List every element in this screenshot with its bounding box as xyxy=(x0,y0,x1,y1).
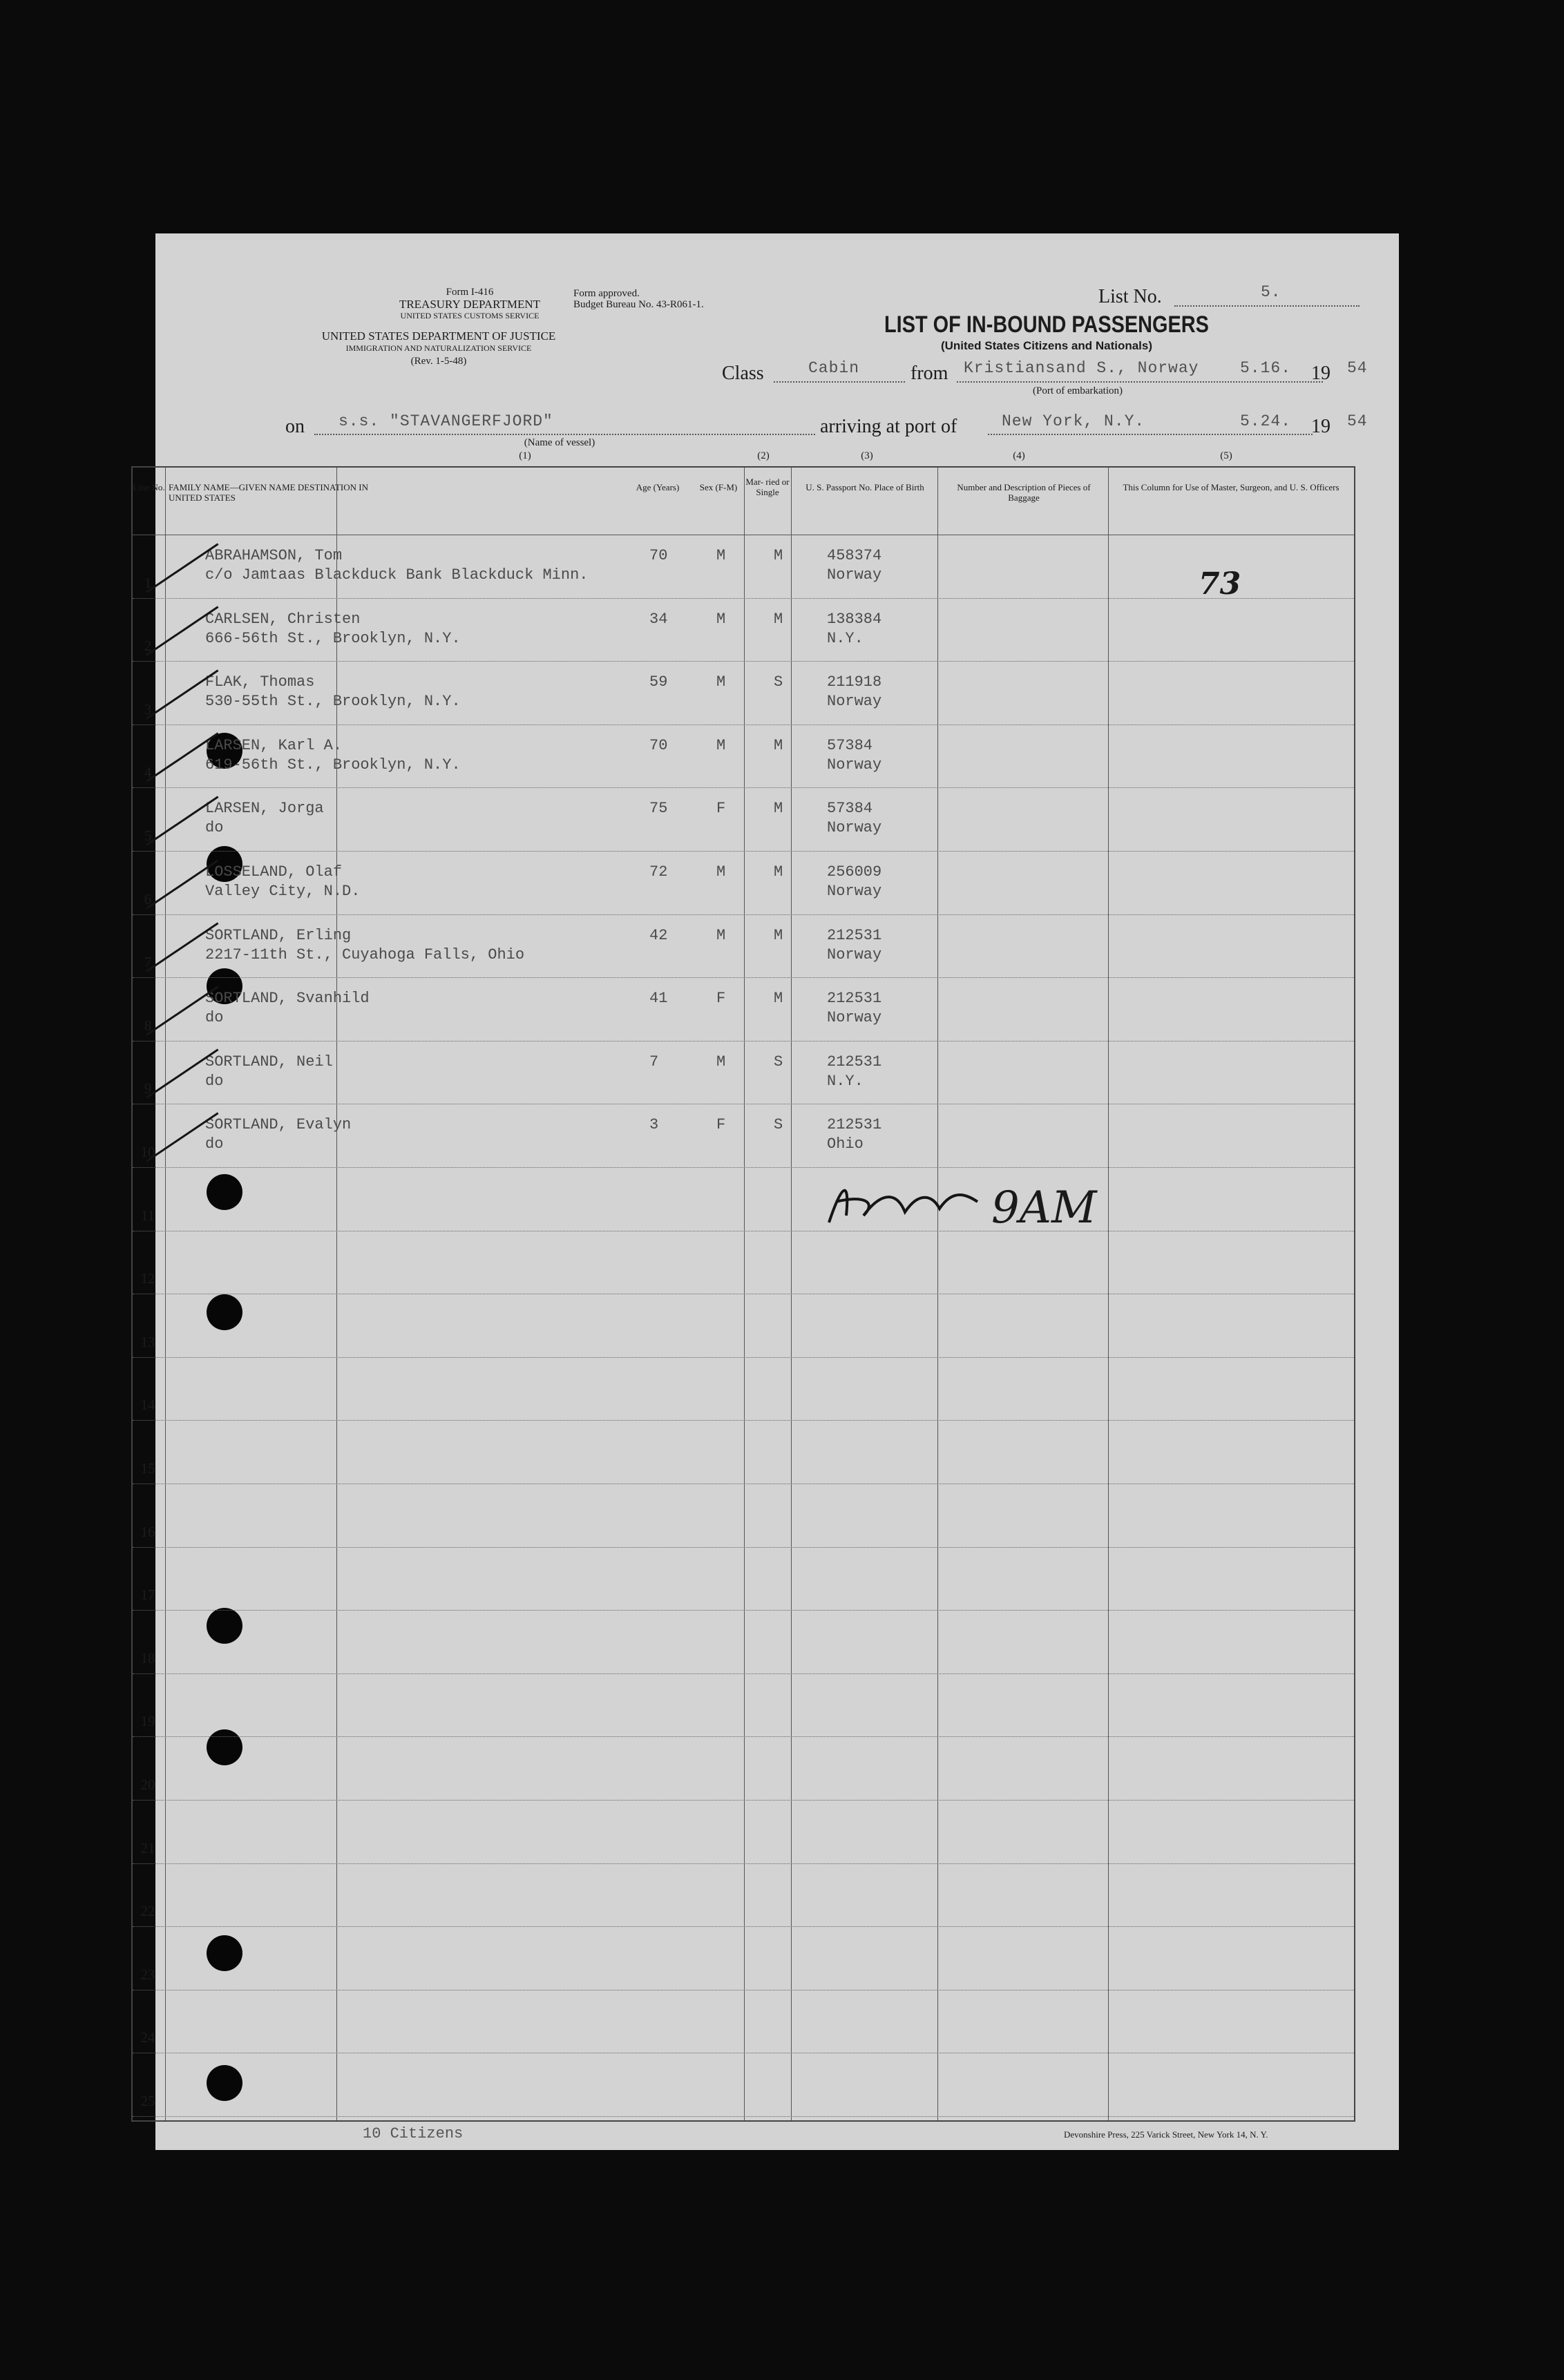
passport-number: 57384 xyxy=(827,800,873,818)
handwritten-time: 9AM xyxy=(991,1182,1097,1234)
col-num-3: (3) xyxy=(861,450,873,461)
col-name: FAMILY NAME—GIVEN NAME DESTINATION IN UNITED STATES xyxy=(169,482,369,503)
sex: M xyxy=(716,610,726,628)
passenger-name: LOSSELAND, Olaf xyxy=(205,863,343,881)
form-revision: (Rev. 1-5-48) xyxy=(410,356,467,367)
destination: 2217-11th St., Cuyahoga Falls, Ohio xyxy=(205,946,525,963)
marital-status: M xyxy=(774,926,783,944)
place-of-birth: N.Y. xyxy=(827,629,864,647)
list-no-line xyxy=(1174,305,1360,307)
age: 42 xyxy=(649,926,668,944)
age: 7 xyxy=(649,1053,659,1071)
col-officers: This Column for Use of Master, Surgeon, and U. S. Officers xyxy=(1123,482,1339,492)
year-2: 54 xyxy=(1347,412,1368,430)
line-number: 13 xyxy=(140,1333,155,1350)
passport-number: 138384 xyxy=(827,610,882,628)
line-number: 11 xyxy=(140,1207,155,1224)
passenger-name: SORTLAND, Evalyn xyxy=(205,1116,352,1134)
passport-number: 57384 xyxy=(827,736,873,754)
row-rule xyxy=(133,724,1354,725)
age: 59 xyxy=(649,673,668,691)
col-line-no: Line No. xyxy=(133,482,165,492)
line-number: 1 xyxy=(144,574,152,591)
age: 34 xyxy=(649,610,668,628)
destination: do xyxy=(205,1135,224,1153)
place-of-birth: Norway xyxy=(827,883,882,900)
form-number: Form I-416 xyxy=(446,287,494,298)
marital-status: M xyxy=(774,547,783,564)
place-of-birth: Norway xyxy=(827,693,882,711)
place-of-birth: Norway xyxy=(827,566,882,584)
age: 3 xyxy=(649,1116,659,1134)
year-prefix-2: 19 xyxy=(1311,416,1331,437)
row-rule xyxy=(133,1610,1354,1611)
line-number: 6 xyxy=(144,890,152,908)
officer-mark: 73 xyxy=(1199,566,1241,602)
passport-number: 212531 xyxy=(827,1053,882,1071)
vessel-name: s.s. "STAVANGERFJORD" xyxy=(338,412,553,430)
marital-status: S xyxy=(774,673,783,691)
destination: do xyxy=(205,1009,224,1027)
row-rule xyxy=(133,1547,1354,1548)
line-number: 8 xyxy=(144,1017,152,1034)
marital-status: M xyxy=(774,610,783,628)
line-number: 9 xyxy=(144,1080,152,1097)
line-number: 15 xyxy=(140,1460,155,1477)
line-number: 5 xyxy=(144,827,152,844)
row-rule xyxy=(133,598,1354,599)
arrival-line xyxy=(988,434,1313,435)
marital-status: M xyxy=(774,800,783,818)
col-passport: U. S. Passport No. Place of Birth xyxy=(805,482,924,492)
marital-status: S xyxy=(774,1116,783,1134)
customs-service: UNITED STATES CUSTOMS SERVICE xyxy=(400,311,540,320)
sex: M xyxy=(716,926,726,944)
destination: do xyxy=(205,1072,224,1090)
row-rule xyxy=(133,1167,1354,1168)
sex: M xyxy=(716,736,726,754)
vessel-line xyxy=(314,434,815,435)
port-embarkation-caption: (Port of embarkation) xyxy=(1033,385,1123,396)
destination: c/o Jamtaas Blackduck Bank Blackduck Minn. xyxy=(205,566,589,584)
line-number: 21 xyxy=(140,1839,155,1856)
destination: 619-56th St., Brooklyn, N.Y. xyxy=(205,756,461,774)
row-rule xyxy=(133,1041,1354,1042)
budget-bureau: Budget Bureau No. 43-R061-1. xyxy=(573,299,704,310)
line-number: 12 xyxy=(140,1270,155,1287)
justice-dept: UNITED STATES DEPARTMENT OF JUSTICE xyxy=(321,329,556,343)
class-label: Class xyxy=(722,363,764,384)
col-married: Mar- ried or Single xyxy=(745,477,790,497)
passport-number: 212531 xyxy=(827,990,882,1008)
col-sex: Sex (F-M) xyxy=(699,482,738,492)
treasury-dept: TREASURY DEPARTMENT xyxy=(399,298,541,311)
col-baggage: Number and Description of Pieces of Baggage xyxy=(957,482,1091,503)
page-subtitle: (United States Citizens and Nationals) xyxy=(940,339,1153,352)
sex: M xyxy=(716,673,726,691)
destination: 530-55th St., Brooklyn, N.Y. xyxy=(205,693,461,711)
row-rule xyxy=(133,1736,1354,1737)
passport-number: 211918 xyxy=(827,673,882,691)
age: 70 xyxy=(649,736,668,754)
form-approved: Form approved. xyxy=(573,288,640,299)
handwritten-signature xyxy=(822,1174,981,1236)
line-number: 4 xyxy=(144,764,152,781)
passenger-name: SORTLAND, Svanhild xyxy=(205,990,370,1008)
row-rule xyxy=(133,914,1354,915)
marital-status: M xyxy=(774,736,783,754)
passenger-table xyxy=(131,466,1355,2122)
row-rule xyxy=(133,851,1354,852)
passport-number: 256009 xyxy=(827,863,882,881)
place-of-birth: Norway xyxy=(827,819,882,837)
on-label: on xyxy=(285,416,305,437)
col-num-2: (2) xyxy=(757,450,770,461)
passenger-name: LARSEN, Karl A. xyxy=(205,736,343,754)
place-of-birth: Norway xyxy=(827,756,882,774)
place-of-birth: N.Y. xyxy=(827,1072,864,1090)
line-number: 10 xyxy=(140,1144,155,1160)
row-rule xyxy=(133,787,1354,788)
passenger-name: CARLSEN, Christen xyxy=(205,610,361,628)
sex: F xyxy=(716,1116,726,1134)
line-number: 7 xyxy=(144,954,152,971)
port-of-embarkation: Kristiansand S., Norway xyxy=(964,359,1199,377)
year-prefix-1: 19 xyxy=(1311,363,1331,384)
passenger-name: SORTLAND, Erling xyxy=(205,926,352,944)
line-number: 24 xyxy=(140,2029,155,2046)
ins-service: IMMIGRATION AND NATURALIZATION SERVICE xyxy=(345,343,532,353)
sex: M xyxy=(716,863,726,881)
sex: M xyxy=(716,1053,726,1071)
destination: do xyxy=(205,819,224,837)
place-of-birth: Norway xyxy=(827,1009,882,1027)
citizen-count: 10 Citizens xyxy=(363,2125,464,2142)
line-number: 17 xyxy=(140,1586,155,1604)
destination: 666-56th St., Brooklyn, N.Y. xyxy=(205,629,461,647)
line-number: 18 xyxy=(140,1649,155,1667)
col-age: Age (Years) xyxy=(636,482,680,492)
row-rule xyxy=(133,1357,1354,1358)
passenger-name: LARSEN, Jorga xyxy=(205,800,324,818)
row-rule xyxy=(133,1926,1354,1927)
arrival-port: New York, N.Y. xyxy=(1002,412,1145,430)
row-rule xyxy=(133,1863,1354,1864)
from-line xyxy=(957,381,1323,383)
vessel-caption: (Name of vessel) xyxy=(524,437,595,448)
line-number: 16 xyxy=(140,1523,155,1540)
class-line xyxy=(774,381,905,383)
col-num-1: (1) xyxy=(519,450,531,461)
row-rule xyxy=(133,2116,1354,2117)
year-1: 54 xyxy=(1347,359,1368,377)
row-rule xyxy=(133,1673,1354,1674)
place-of-birth: Ohio xyxy=(827,1135,864,1153)
passenger-name: SORTLAND, Neil xyxy=(205,1053,333,1071)
passport-number: 212531 xyxy=(827,926,882,944)
marital-status: M xyxy=(774,863,783,881)
line-number: 19 xyxy=(140,1713,155,1730)
line-number: 14 xyxy=(140,1397,155,1414)
list-no-label: List No. xyxy=(1098,286,1162,307)
row-rule xyxy=(133,977,1354,978)
line-number: 22 xyxy=(140,1903,155,1920)
destination: Valley City, N.D. xyxy=(205,883,361,900)
place-of-birth: Norway xyxy=(827,946,882,963)
age: 75 xyxy=(649,800,668,818)
passenger-name: ABRAHAMSON, Tom xyxy=(205,547,343,564)
departure-date: 5.16. xyxy=(1240,359,1292,377)
passport-number: 458374 xyxy=(827,547,882,564)
class-value: Cabin xyxy=(808,359,860,377)
arriving-label: arriving at port of xyxy=(820,416,957,437)
marital-status: S xyxy=(774,1053,783,1071)
col-num-4: (4) xyxy=(1013,450,1025,461)
row-rule xyxy=(133,661,1354,662)
age: 70 xyxy=(649,547,668,564)
marital-status: M xyxy=(774,990,783,1008)
passenger-name: FLAK, Thomas xyxy=(205,673,315,691)
row-rule xyxy=(133,1420,1354,1421)
line-number: 3 xyxy=(144,700,152,718)
age: 41 xyxy=(649,990,668,1008)
row-rule xyxy=(133,1800,1354,1801)
page-title: LIST OF IN-BOUND PASSENGERS xyxy=(884,311,1209,338)
age: 72 xyxy=(649,863,668,881)
col-num-5: (5) xyxy=(1220,450,1232,461)
from-label: from xyxy=(910,363,948,384)
list-no-value: 5. xyxy=(1261,283,1281,301)
line-number: 20 xyxy=(140,1776,155,1793)
line-number: 25 xyxy=(140,2093,155,2109)
sex: F xyxy=(716,800,726,818)
line-number: 23 xyxy=(140,1966,155,1983)
passport-number: 212531 xyxy=(827,1116,882,1134)
sex: F xyxy=(716,990,726,1008)
sex: M xyxy=(716,547,726,564)
arrival-date: 5.24. xyxy=(1240,412,1292,430)
printer-imprint: Devonshire Press, 225 Varick Street, New York 14, N. Y. xyxy=(1064,2129,1268,2140)
line-number: 2 xyxy=(144,637,152,655)
